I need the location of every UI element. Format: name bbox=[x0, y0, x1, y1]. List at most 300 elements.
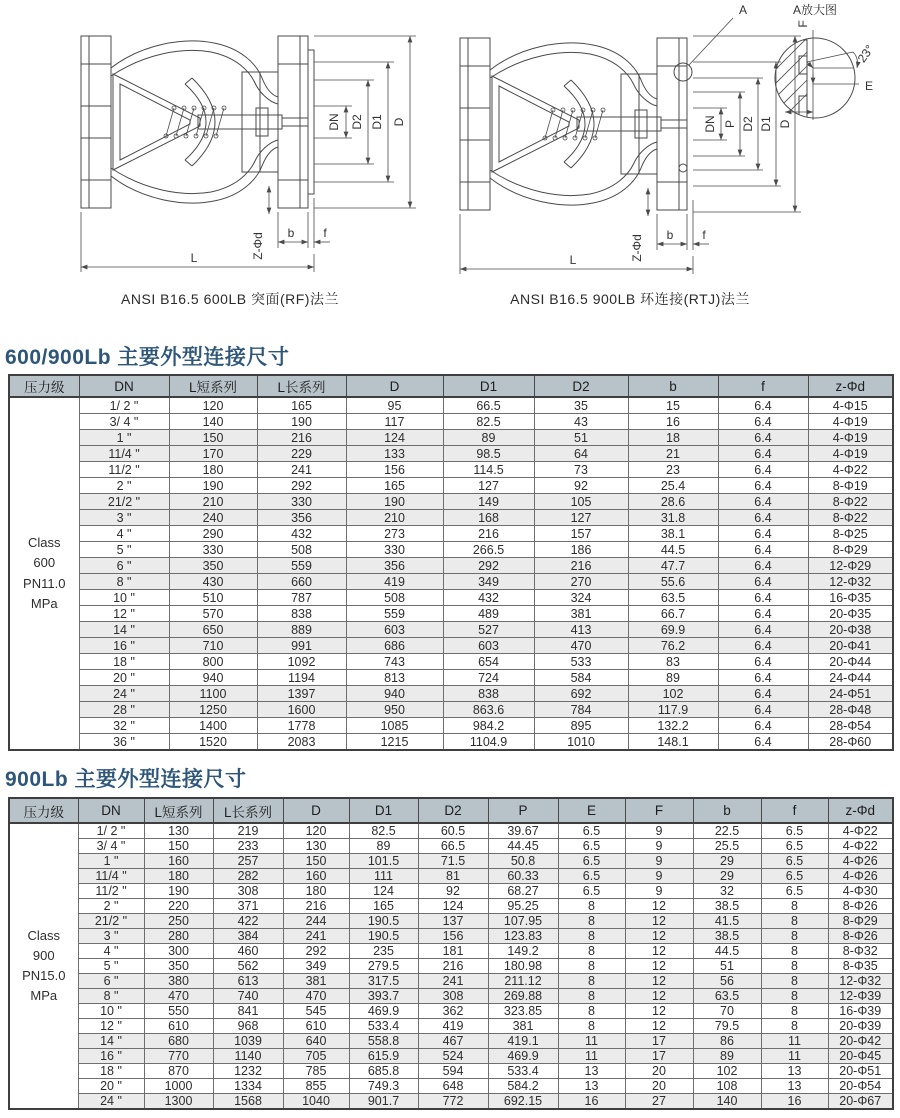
table-cell: 8 bbox=[761, 944, 828, 959]
table-cell: 838 bbox=[443, 686, 534, 702]
table-row bbox=[9, 702, 893, 718]
table-cell: 8 bbox=[761, 989, 828, 1004]
table-cell: 89 bbox=[443, 430, 534, 446]
table-row bbox=[9, 1049, 893, 1064]
table-cell: 1520 bbox=[169, 734, 257, 751]
table-cell: 11 bbox=[761, 1034, 828, 1049]
table-cell: 130 bbox=[144, 823, 213, 839]
table-cell: 6.5 bbox=[761, 839, 828, 854]
table-cell: 168 bbox=[443, 510, 534, 526]
dim-label-b: b bbox=[287, 226, 295, 240]
table-cell: 8 bbox=[761, 974, 828, 989]
table-cell: 940 bbox=[169, 670, 257, 686]
table-cell: 4-Φ26 bbox=[828, 869, 893, 884]
table-cell: 1092 bbox=[257, 654, 346, 670]
table-cell: 432 bbox=[257, 526, 346, 542]
table-cell: 83 bbox=[628, 654, 718, 670]
detail-title: A放大图 bbox=[792, 3, 838, 17]
table-cell: 8-Φ26 bbox=[828, 899, 893, 914]
table-cell: 4-Φ19 bbox=[808, 414, 893, 430]
table-cell: 650 bbox=[169, 622, 257, 638]
dim-label-l: L bbox=[190, 251, 198, 265]
table-cell: 6.5 bbox=[761, 884, 828, 899]
table-cell: 3 " bbox=[79, 510, 169, 526]
table-cell: 47.7 bbox=[628, 558, 718, 574]
table-cell: 280 bbox=[144, 929, 213, 944]
table-cell: 41.5 bbox=[693, 914, 761, 929]
caption-600lb: ANSI B16.5 600LB 突面(RF)法兰 bbox=[121, 291, 339, 307]
table-cell: 210 bbox=[346, 510, 443, 526]
table-cell: 8-Φ26 bbox=[828, 929, 893, 944]
table-cell: 8-Φ22 bbox=[808, 494, 893, 510]
table-cell: 8-Φ29 bbox=[828, 914, 893, 929]
table-cell: 266.5 bbox=[443, 542, 534, 558]
table-cell: 6.5 bbox=[558, 854, 625, 869]
table-cell: 13 bbox=[761, 1079, 828, 1094]
table-cell: 384 bbox=[213, 929, 283, 944]
table-cell: 1 " bbox=[79, 430, 169, 446]
table-cell: 610 bbox=[283, 1019, 349, 1034]
table-cell: 1140 bbox=[213, 1049, 283, 1064]
table-cell: 290 bbox=[169, 526, 257, 542]
table-cell: 269.88 bbox=[488, 989, 558, 1004]
table-cell: 813 bbox=[346, 670, 443, 686]
table-cell: 149.2 bbox=[488, 944, 558, 959]
table-row bbox=[9, 974, 893, 989]
table-cell: 17 bbox=[625, 1034, 693, 1049]
table-cell: 13 bbox=[558, 1064, 625, 1079]
table-cell: 28-Φ54 bbox=[808, 718, 893, 734]
table-cell: 25.5 bbox=[693, 839, 761, 854]
table-cell: 323.85 bbox=[488, 1004, 558, 1019]
table-cell: 381 bbox=[283, 974, 349, 989]
table-cell: 785 bbox=[283, 1064, 349, 1079]
table-cell: 186 bbox=[534, 542, 628, 558]
dim-label-l: L bbox=[569, 253, 577, 267]
table-cell: 170 bbox=[169, 446, 257, 462]
table-cell: 6.4 bbox=[718, 638, 808, 654]
table-cell: 984.2 bbox=[443, 718, 534, 734]
table-row bbox=[9, 884, 893, 899]
table-cell: 1250 bbox=[169, 702, 257, 718]
table-cell: 660 bbox=[257, 574, 346, 590]
table-cell: 4 " bbox=[79, 526, 169, 542]
table-cell: 380 bbox=[144, 974, 213, 989]
table-cell: 8 bbox=[761, 899, 828, 914]
table-cell: 1/ 2 " bbox=[79, 397, 169, 414]
table-cell: 190.5 bbox=[349, 929, 418, 944]
table-cell: 101.5 bbox=[349, 854, 418, 869]
table-cell: 838 bbox=[257, 606, 346, 622]
table-row bbox=[9, 959, 893, 974]
table-cell: 6.5 bbox=[558, 839, 625, 854]
table-cell: 710 bbox=[169, 638, 257, 654]
table-cell: 527 bbox=[443, 622, 534, 638]
table-cell: 27 bbox=[625, 1094, 693, 1110]
table-cell: 692.15 bbox=[488, 1094, 558, 1110]
table-cell: 1397 bbox=[257, 686, 346, 702]
table-cell: 92 bbox=[534, 478, 628, 494]
dim-label-zphid: Z-Φd bbox=[251, 232, 265, 260]
table-cell: 16 bbox=[558, 1094, 625, 1110]
table-cell: 24-Φ51 bbox=[808, 686, 893, 702]
table-cell: 63.5 bbox=[693, 989, 761, 1004]
table-cell: 35 bbox=[534, 397, 628, 414]
table-cell: 308 bbox=[213, 884, 283, 899]
table-cell: 12-Φ32 bbox=[828, 974, 893, 989]
table-cell: 20-Φ67 bbox=[828, 1094, 893, 1110]
table-cell: 160 bbox=[144, 854, 213, 869]
table-cell: 6.5 bbox=[761, 869, 828, 884]
table-cell: 469.9 bbox=[349, 1004, 418, 1019]
table-cell: 6.4 bbox=[718, 574, 808, 590]
table-cell: 10 " bbox=[78, 1004, 144, 1019]
table-cell: 66.7 bbox=[628, 606, 718, 622]
table-cell: 137 bbox=[418, 914, 488, 929]
table-cell: 8 bbox=[761, 1004, 828, 1019]
table-cell: 20 " bbox=[79, 670, 169, 686]
table-row bbox=[9, 869, 893, 884]
table-cell: 685.8 bbox=[349, 1064, 418, 1079]
table-cell: 21/2 " bbox=[78, 914, 144, 929]
table-cell: 3/ 4 " bbox=[78, 839, 144, 854]
table-cell: 292 bbox=[443, 558, 534, 574]
table-row bbox=[9, 914, 893, 929]
table-cell: 38.5 bbox=[693, 899, 761, 914]
table-cell: 6.4 bbox=[718, 718, 808, 734]
table-cell: 11/4 " bbox=[79, 446, 169, 462]
table-cell: 5 " bbox=[79, 542, 169, 558]
table-cell: 20-Φ38 bbox=[808, 622, 893, 638]
table-cell: 991 bbox=[257, 638, 346, 654]
table-cell: 4-Φ19 bbox=[808, 430, 893, 446]
table-cell: 8 " bbox=[79, 574, 169, 590]
table-cell: 17 bbox=[625, 1049, 693, 1064]
valve-diagram-900lb bbox=[455, 0, 900, 285]
table-cell: 8-Φ32 bbox=[828, 944, 893, 959]
table-cell: 51 bbox=[693, 959, 761, 974]
table-cell: 16-Φ39 bbox=[828, 1004, 893, 1019]
table-cell: 68.27 bbox=[488, 884, 558, 899]
table-cell: 210 bbox=[169, 494, 257, 510]
table-cell: 562 bbox=[213, 959, 283, 974]
table-cell: 180 bbox=[169, 462, 257, 478]
table-cell: 16 " bbox=[79, 638, 169, 654]
table-cell: 743 bbox=[346, 654, 443, 670]
table-cell: 120 bbox=[283, 823, 349, 839]
table-cell: 132.2 bbox=[628, 718, 718, 734]
table-cell: 150 bbox=[283, 854, 349, 869]
table-row bbox=[9, 1079, 893, 1094]
table-cell: 6.4 bbox=[718, 670, 808, 686]
dim-label-dn: DN bbox=[327, 113, 341, 131]
dim-label-d: D bbox=[778, 119, 792, 129]
table-cell: 772 bbox=[418, 1094, 488, 1110]
dim-label-f: f bbox=[323, 226, 327, 240]
table-cell: 12-Φ32 bbox=[808, 574, 893, 590]
pressure-class-cell: Class 900 PN15.0 MPa bbox=[9, 823, 78, 1109]
column-header: 压力级 bbox=[9, 375, 79, 397]
table-cell: 889 bbox=[257, 622, 346, 638]
table-cell: 6 " bbox=[79, 558, 169, 574]
table-cell: 8 bbox=[558, 899, 625, 914]
column-header: D2 bbox=[418, 798, 488, 823]
column-header: P bbox=[488, 798, 558, 823]
table-cell: 863.6 bbox=[443, 702, 534, 718]
table-600-900lb bbox=[8, 374, 892, 751]
table-cell: 330 bbox=[346, 542, 443, 558]
table-row bbox=[9, 510, 893, 526]
dim-label-d1: D1 bbox=[759, 116, 773, 132]
dim-label-d2: D2 bbox=[350, 114, 364, 130]
table-cell: 124 bbox=[418, 899, 488, 914]
table-cell: 81 bbox=[418, 869, 488, 884]
table-cell: 12 " bbox=[79, 606, 169, 622]
dim-label-d: D bbox=[392, 117, 406, 127]
table-cell: 124 bbox=[349, 884, 418, 899]
table-cell: 12 bbox=[625, 1004, 693, 1019]
column-header: z-Φd bbox=[828, 798, 893, 823]
table-cell: 510 bbox=[169, 590, 257, 606]
section2-title: 900Lb 主要外型连接尺寸 bbox=[5, 768, 247, 791]
table-cell: 229 bbox=[257, 446, 346, 462]
table-cell: 12 bbox=[625, 944, 693, 959]
table-cell: 140 bbox=[169, 414, 257, 430]
table-cell: 1300 bbox=[144, 1094, 213, 1110]
table-cell: 73 bbox=[534, 462, 628, 478]
table-cell: 60.33 bbox=[488, 869, 558, 884]
table-cell: 44.45 bbox=[488, 839, 558, 854]
table-cell: 180.98 bbox=[488, 959, 558, 974]
table-row bbox=[9, 606, 893, 622]
table-cell: 123.83 bbox=[488, 929, 558, 944]
table-cell: 940 bbox=[346, 686, 443, 702]
table-cell: 901.7 bbox=[349, 1094, 418, 1110]
table-cell: 470 bbox=[534, 638, 628, 654]
table-cell: 240 bbox=[169, 510, 257, 526]
table-cell: 8 bbox=[558, 944, 625, 959]
table-cell: 419 bbox=[346, 574, 443, 590]
table-cell: 44.5 bbox=[693, 944, 761, 959]
table-cell: 9 bbox=[625, 839, 693, 854]
table-row bbox=[9, 718, 893, 734]
table-cell: 1000 bbox=[144, 1079, 213, 1094]
table-cell: 241 bbox=[283, 929, 349, 944]
table-cell: 680 bbox=[144, 1034, 213, 1049]
table-cell: 95.25 bbox=[488, 899, 558, 914]
table-cell: 20-Φ44 bbox=[808, 654, 893, 670]
table-cell: 150 bbox=[169, 430, 257, 446]
table-cell: 4-Φ26 bbox=[828, 854, 893, 869]
table-cell: 6.4 bbox=[718, 702, 808, 718]
table-cell: 12-Φ39 bbox=[828, 989, 893, 1004]
table1-header bbox=[9, 375, 893, 397]
table-cell: 117.9 bbox=[628, 702, 718, 718]
table-cell: 584.2 bbox=[488, 1079, 558, 1094]
table-cell: 724 bbox=[443, 670, 534, 686]
table2-header bbox=[9, 798, 893, 823]
table-row bbox=[9, 526, 893, 542]
table-cell: 4-Φ22 bbox=[828, 839, 893, 854]
table-cell: 233 bbox=[213, 839, 283, 854]
table-cell: 16-Φ35 bbox=[808, 590, 893, 606]
table-cell: 190.5 bbox=[349, 914, 418, 929]
table-cell: 71.5 bbox=[418, 854, 488, 869]
table-cell: 32 " bbox=[79, 718, 169, 734]
table-row bbox=[9, 929, 893, 944]
table-cell: 895 bbox=[534, 718, 628, 734]
table-cell: 12 bbox=[625, 899, 693, 914]
table-cell: 127 bbox=[443, 478, 534, 494]
dim-label-f: f bbox=[702, 228, 706, 242]
table-cell: 292 bbox=[283, 944, 349, 959]
table-cell: 558.8 bbox=[349, 1034, 418, 1049]
table-cell: 211.12 bbox=[488, 974, 558, 989]
table-cell: 8 bbox=[558, 1019, 625, 1034]
table-cell: 308 bbox=[418, 989, 488, 1004]
table-cell: 356 bbox=[257, 510, 346, 526]
column-header: DN bbox=[78, 798, 144, 823]
table-cell: 3/ 4 " bbox=[79, 414, 169, 430]
table2-body bbox=[9, 823, 893, 1109]
table-cell: 157 bbox=[534, 526, 628, 542]
section1-title: 600/900Lb 主要外型连接尺寸 bbox=[5, 346, 290, 369]
table-cell: 8 " bbox=[78, 989, 144, 1004]
table-cell: 381 bbox=[488, 1019, 558, 1034]
table-cell: 43 bbox=[534, 414, 628, 430]
table-cell: 66.5 bbox=[418, 839, 488, 854]
table-cell: 686 bbox=[346, 638, 443, 654]
table-cell: 740 bbox=[213, 989, 283, 1004]
table-cell: 31.8 bbox=[628, 510, 718, 526]
column-header: D1 bbox=[443, 375, 534, 397]
table-row bbox=[9, 1019, 893, 1034]
table-row bbox=[9, 446, 893, 462]
table-cell: 16 " bbox=[78, 1049, 144, 1064]
table-cell: 1 " bbox=[78, 854, 144, 869]
column-header: D2 bbox=[534, 375, 628, 397]
column-header: f bbox=[718, 375, 808, 397]
table-cell: 12 bbox=[625, 959, 693, 974]
table-cell: 705 bbox=[283, 1049, 349, 1064]
table-cell: 63.5 bbox=[628, 590, 718, 606]
table-row bbox=[9, 734, 893, 751]
table-cell: 489 bbox=[443, 606, 534, 622]
table-cell: 584 bbox=[534, 670, 628, 686]
table-cell: 8 bbox=[761, 929, 828, 944]
column-header: DN bbox=[79, 375, 169, 397]
table-cell: 6.4 bbox=[718, 494, 808, 510]
table-cell: 98.5 bbox=[443, 446, 534, 462]
detail-dim-f: F bbox=[796, 20, 810, 28]
table-row bbox=[9, 462, 893, 478]
table-cell: 86 bbox=[693, 1034, 761, 1049]
table-cell: 11/2 " bbox=[79, 462, 169, 478]
table-cell: 533.4 bbox=[349, 1019, 418, 1034]
table-cell: 610 bbox=[144, 1019, 213, 1034]
table-cell: 968 bbox=[213, 1019, 283, 1034]
table-cell: 545 bbox=[283, 1004, 349, 1019]
table-cell: 6.4 bbox=[718, 510, 808, 526]
column-header: f bbox=[761, 798, 828, 823]
valve-diagram-600lb bbox=[72, 14, 422, 284]
table-cell: 5 " bbox=[78, 959, 144, 974]
table-cell: 8 bbox=[761, 914, 828, 929]
table-cell: 6.4 bbox=[718, 606, 808, 622]
table-cell: 8 bbox=[761, 1019, 828, 1034]
table-cell: 1039 bbox=[213, 1034, 283, 1049]
table-row bbox=[9, 542, 893, 558]
table-cell: 89 bbox=[693, 1049, 761, 1064]
table-cell: 190 bbox=[169, 478, 257, 494]
column-header: L短系列 bbox=[169, 375, 257, 397]
table-cell: 8 bbox=[558, 974, 625, 989]
table-cell: 2 " bbox=[78, 899, 144, 914]
table-cell: 413 bbox=[534, 622, 628, 638]
table-cell: 1/ 2 " bbox=[78, 823, 144, 839]
table-cell: 25.4 bbox=[628, 478, 718, 494]
table-cell: 216 bbox=[283, 899, 349, 914]
table-cell: 15 bbox=[628, 397, 718, 414]
table-cell: 1215 bbox=[346, 734, 443, 751]
table-cell: 114.5 bbox=[443, 462, 534, 478]
table-cell: 124 bbox=[346, 430, 443, 446]
table-row bbox=[9, 670, 893, 686]
table-cell: 9 bbox=[625, 884, 693, 899]
table-cell: 9 bbox=[625, 854, 693, 869]
table-row bbox=[9, 590, 893, 606]
table-cell: 273 bbox=[346, 526, 443, 542]
table-cell: 51 bbox=[534, 430, 628, 446]
table-cell: 8-Φ29 bbox=[808, 542, 893, 558]
table-row bbox=[9, 574, 893, 590]
table-cell: 44.5 bbox=[628, 542, 718, 558]
table-cell: 11 bbox=[761, 1049, 828, 1064]
table-cell: 1778 bbox=[257, 718, 346, 734]
table-row bbox=[9, 989, 893, 1004]
table-cell: 950 bbox=[346, 702, 443, 718]
table-cell: 6.4 bbox=[718, 462, 808, 478]
table-cell: 219 bbox=[213, 823, 283, 839]
table-cell: 6.4 bbox=[718, 622, 808, 638]
table-cell: 6.5 bbox=[558, 823, 625, 839]
table-cell: 257 bbox=[213, 854, 283, 869]
dim-label-d2: D2 bbox=[741, 116, 755, 132]
column-header: E bbox=[558, 798, 625, 823]
table-cell: 282 bbox=[213, 869, 283, 884]
table-cell: 8-Φ19 bbox=[808, 478, 893, 494]
table-cell: 8 bbox=[558, 959, 625, 974]
table-cell: 1040 bbox=[283, 1094, 349, 1110]
table-cell: 165 bbox=[346, 478, 443, 494]
table-cell: 787 bbox=[257, 590, 346, 606]
table-cell: 8 bbox=[558, 929, 625, 944]
table-row bbox=[9, 430, 893, 446]
table-row bbox=[9, 823, 893, 839]
table-cell: 20-Φ35 bbox=[808, 606, 893, 622]
table-cell: 8 bbox=[761, 959, 828, 974]
table-cell: 8 bbox=[558, 989, 625, 1004]
table-cell: 156 bbox=[346, 462, 443, 478]
table-cell: 8-Φ22 bbox=[808, 510, 893, 526]
table-cell: 6.4 bbox=[718, 397, 808, 414]
table-cell: 559 bbox=[346, 606, 443, 622]
table-cell: 165 bbox=[349, 899, 418, 914]
table-cell: 6.5 bbox=[558, 869, 625, 884]
table-cell: 1104.9 bbox=[443, 734, 534, 751]
table-row bbox=[9, 899, 893, 914]
table-cell: 190 bbox=[346, 494, 443, 510]
